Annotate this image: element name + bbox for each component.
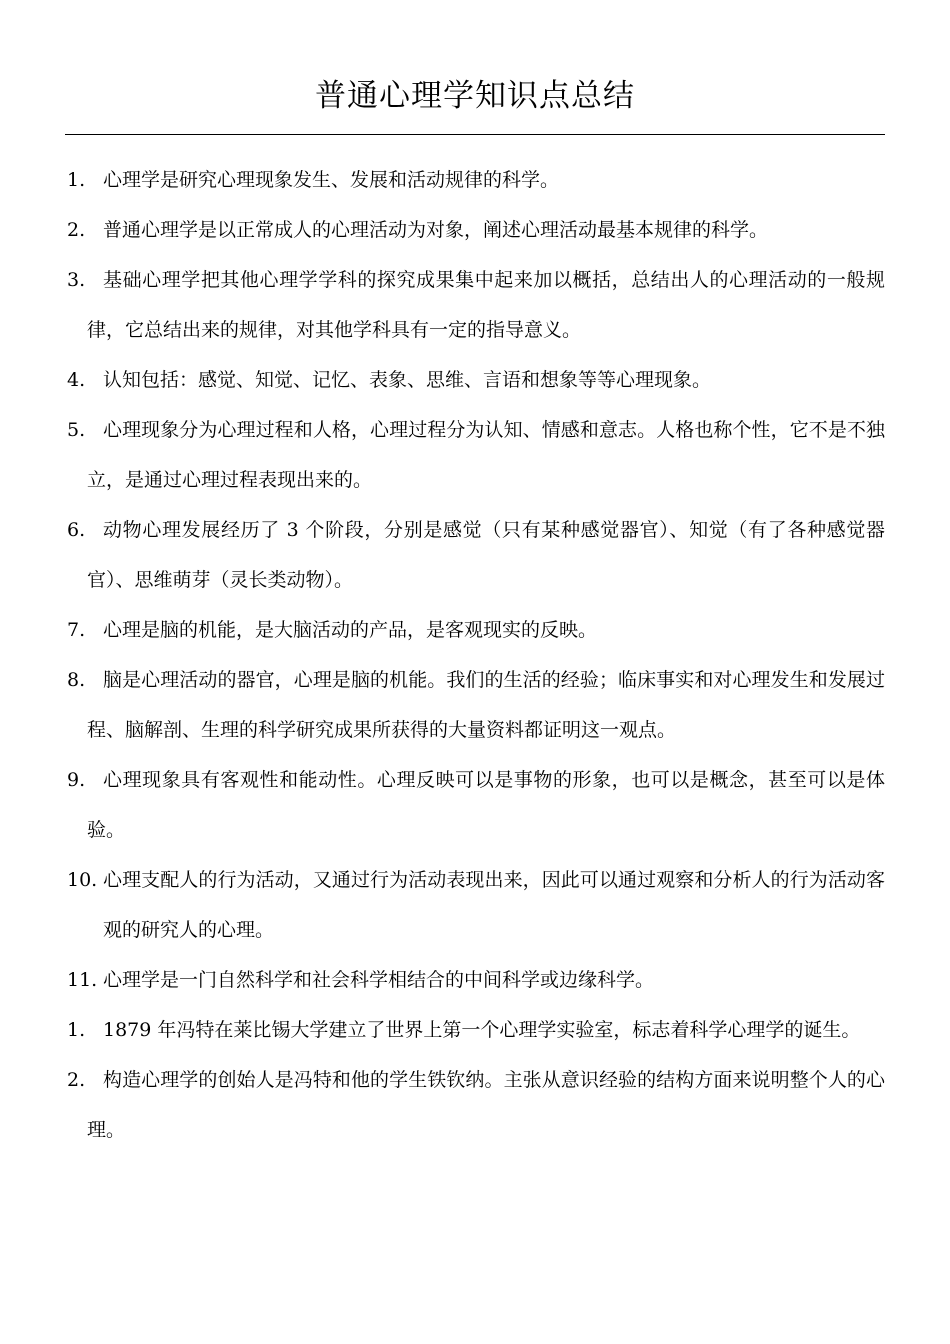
list-item [67, 355, 885, 405]
list-item [67, 955, 885, 1005]
item-text: 心理现象具有客观性和能动性。心理反映可以是事物的形象，也可以是概念，甚至可以是体验。 [87, 769, 885, 841]
list-item [67, 405, 885, 505]
list-item [67, 155, 885, 205]
item-number: 6. [67, 519, 86, 541]
list-item [67, 1055, 885, 1155]
item-text: 心理学是一门自然科学和社会科学相结合的中间科学或边缘科学。 [103, 969, 655, 991]
item-number: 8. [67, 669, 86, 691]
item-text: 认知包括：感觉、知觉、记忆、表象、思维、言语和想象等等心理现象。 [103, 369, 712, 391]
item-number: 9. [67, 769, 86, 791]
list-item [67, 205, 885, 255]
item-number: 1. [67, 169, 86, 191]
item-text: 动物心理发展经历了 3 个阶段，分别是感觉（只有某种感觉器官）、知觉（有了各种感觉器官）、思维萌芽（灵长类动物）。 [87, 519, 885, 591]
item-text: 构造心理学的创始人是冯特和他的学生铁钦纳。主张从意识经验的结构方面来说明整个人的心理。 [87, 1069, 885, 1141]
item-number: 2. [67, 1069, 86, 1091]
item-number: 5. [67, 419, 86, 441]
item-text: 脑是心理活动的器官，心理是脑的机能。我们的生活的经验；临床事实和对心理发生和发展过程、脑解剖、生理的科学研究成果所获得的大量资料都证明这一观点。 [87, 669, 885, 741]
item-text: 普通心理学是以正常成人的心理活动为对象，阐述心理活动最基本规律的科学。 [103, 219, 769, 241]
list-item [67, 755, 885, 855]
item-number: 2. [67, 219, 86, 241]
list-item [67, 1005, 885, 1055]
item-text: 基础心理学把其他心理学学科的探究成果集中起来加以概括，总结出人的心理活动的一般规律，它总结出来的规律，对其他学科具有一定的指导意义。 [87, 269, 885, 341]
knowledge-list [67, 155, 885, 1155]
item-number: 11. [67, 969, 98, 991]
document-title: 普通心理学知识点总结 [315, 78, 635, 114]
item-number: 7. [67, 619, 86, 641]
list-item [67, 605, 885, 655]
item-text: 心理现象分为心理过程和人格，心理过程分为认知、情感和意志。人格也称个性，它不是不独立，是通过心理过程表现出来的。 [87, 419, 885, 491]
item-number: 10. [67, 869, 98, 891]
item-text: 心理支配人的行为活动，又通过行为活动表现出来，因此可以通过观察和分析人的行为活动客观的研究人的心理。 [103, 869, 885, 941]
item-text: 心理是脑的机能，是大脑活动的产品，是客观现实的反映。 [103, 619, 598, 641]
list-item [67, 855, 885, 955]
item-text: 1879 年冯特在莱比锡大学建立了世界上第一个心理学实验室，标志着科学心理学的诞生。 [103, 1019, 861, 1041]
item-number: 1. [67, 1019, 86, 1041]
list-item [67, 505, 885, 605]
item-number: 3. [67, 269, 86, 291]
list-item [67, 255, 885, 355]
item-number: 4. [67, 369, 86, 391]
title-divider [65, 134, 885, 135]
item-text: 心理学是研究心理现象发生、发展和活动规律的科学。 [103, 169, 560, 191]
list-item [67, 655, 885, 755]
